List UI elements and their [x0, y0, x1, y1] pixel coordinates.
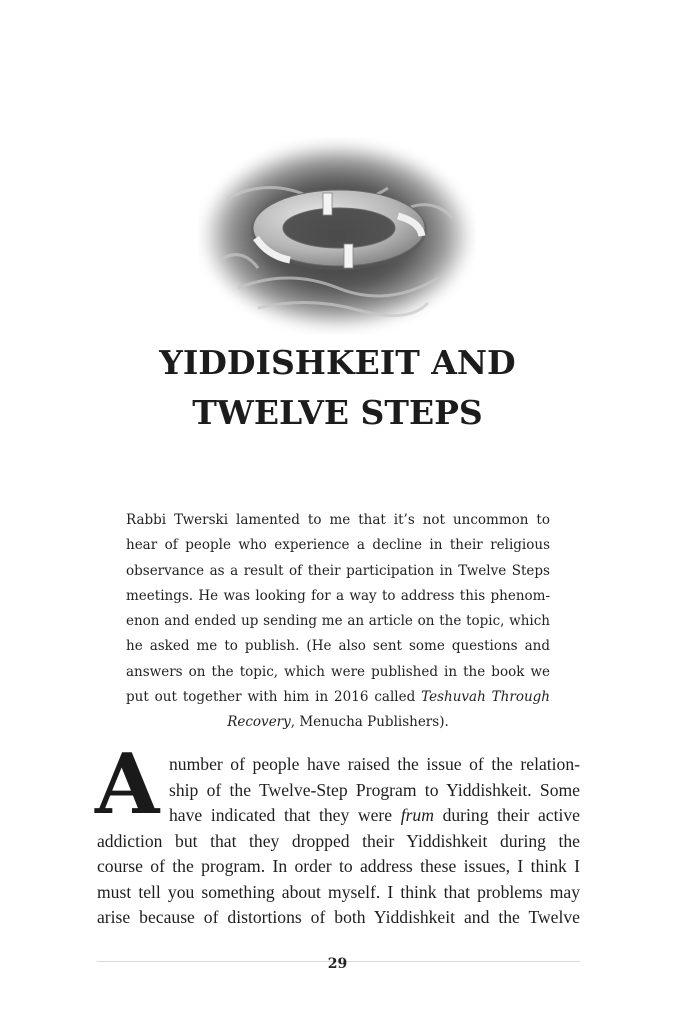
body-line: arise because of distortions of both Yiddishkeit and the Twelve	[97, 907, 580, 927]
life-ring-icon	[251, 190, 427, 270]
drop-cap: A	[95, 735, 160, 833]
body-line: ship of the Twelve-Step Program to Yiddishkeit. Some	[169, 779, 580, 800]
intro-line: enon and ended up sending me an article on the topic, which	[126, 613, 550, 630]
body-line: course of the program. In order to address these issues, I think I	[97, 856, 580, 876]
book-title-italic: Recovery	[227, 714, 291, 731]
body-line	[97, 803, 580, 829]
page-number: 29	[327, 956, 348, 972]
body-line: number of people have raised the issue of the relation-	[169, 754, 580, 774]
book-title-italic: Teshuvah Through	[421, 689, 550, 706]
body-line: must tell you something about myself. I think that problems may	[97, 881, 580, 902]
chapter-title-line-2: TWELVE STEPS	[192, 393, 483, 432]
body-text: during their active	[433, 805, 580, 825]
chapter-title	[0, 338, 675, 438]
intro-paragraph	[126, 508, 550, 736]
intro-line: observance as a result of their participation in Twelve Steps	[126, 562, 550, 579]
intro-line: answers on the topic, which were published in the book we	[126, 663, 550, 680]
body-paragraph	[97, 752, 580, 931]
intro-line: meetings. He was looking for a way to address this phenom-	[126, 587, 550, 604]
body-line: addiction but that they dropped their Yiddishkeit during the	[97, 830, 580, 851]
intro-line: he asked me to publish. (He also sent some questions and	[126, 638, 550, 655]
intro-line: hear of people who experience a decline in their religious	[126, 537, 550, 554]
body-text: have indicated that they were	[169, 805, 401, 825]
intro-text: , Menucha Publishers).	[290, 714, 449, 731]
intro-line: Rabbi Twerski lamented to me that it’s not uncommon to	[126, 512, 550, 528]
life-ring-illustration	[198, 138, 476, 334]
italic-word: frum	[400, 805, 434, 825]
intro-text: put out together with him in 2016 called	[126, 689, 422, 706]
intro-line-last	[126, 710, 550, 735]
intro-line	[126, 685, 550, 710]
chapter-title-line-1: YIDDISHKEIT AND	[159, 343, 516, 382]
